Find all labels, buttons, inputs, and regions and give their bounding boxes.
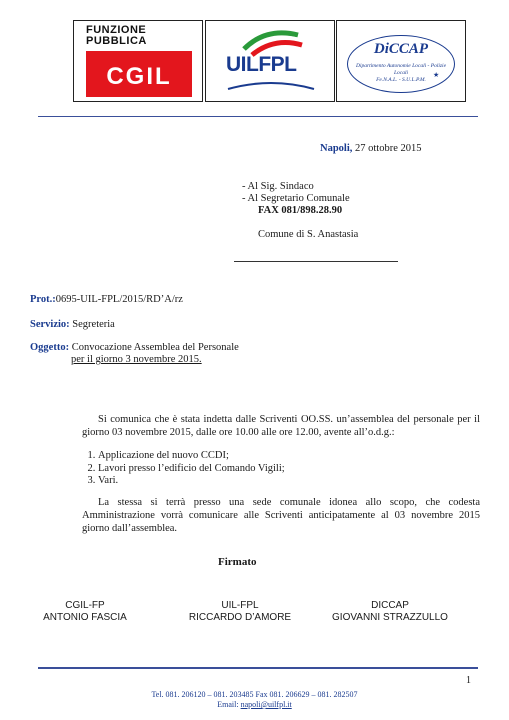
diccap-subtitle-2: Fe.N.A.L. - S.U.L.P.M. xyxy=(376,77,426,83)
protocol-value: 0695-UIL-FPL/2015/RD’A/rz xyxy=(55,294,183,305)
footer-email-label: Email: xyxy=(217,700,241,709)
date-value: 27 ottobre 2015 xyxy=(352,143,422,154)
page-number: 1 xyxy=(466,675,471,686)
recipient-mayor: - Al Sig. Sindaco xyxy=(242,181,314,192)
protocol-line xyxy=(30,293,183,306)
recipient-municipality: Comune di S. Anastasia xyxy=(258,229,359,240)
cgil-top-line1: FUNZIONE xyxy=(86,24,147,36)
footer-divider xyxy=(38,667,478,669)
recipient-fax: FAX 081/898.28.90 xyxy=(258,205,343,216)
signatory-uil xyxy=(175,600,305,624)
signatory-name: RICCARDO D’AMORE xyxy=(188,612,292,623)
body-paragraph-2: La stessa si terrà presso una sede comunale idonea allo scopo, che codesta Amministrazione vorrà comunicare alle Scriventi anticipatamente al 03 novembre 2015 giorno dall’assemblea. xyxy=(82,497,480,534)
diccap-brand-text: DiCCAP xyxy=(373,41,429,57)
protocol-label: Prot.: xyxy=(30,294,56,305)
footer-email-link[interactable]: napoli@uilfpl.it xyxy=(240,700,292,709)
agenda-item: 1. Applicazione del nuovo CCDI; xyxy=(98,450,285,463)
date-place: Napoli, xyxy=(320,143,353,154)
cgil-logo xyxy=(73,20,203,102)
diccap-star-icon: ★ xyxy=(433,71,440,79)
header-divider xyxy=(38,116,478,117)
signed-label: Firmato xyxy=(218,556,257,568)
uilfpl-logo xyxy=(205,20,335,102)
uil-underline-icon xyxy=(226,79,316,93)
signatory-org: UIL-FPL xyxy=(221,600,259,611)
signatory-name: ANTONIO FASCIA xyxy=(43,612,127,623)
agenda-item: 3. Vari. xyxy=(98,475,285,488)
subject-label: Oggetto: xyxy=(30,342,70,353)
signatory-diccap xyxy=(325,600,455,624)
footer-contacts: Tel. 081. 206120 – 081. 203485 Fax 081. 206629 – 081. 282507 xyxy=(151,690,358,699)
agenda-item: 2. Lavori presso l’edificio del Comando Vigili; xyxy=(98,463,285,476)
recipient-divider xyxy=(234,261,398,262)
agenda-list xyxy=(80,450,285,488)
cgil-logo-top xyxy=(86,25,192,47)
body-paragraph-1: Si comunica che è stata indetta dalle Scriventi OO.SS. un’assemblea del personale per il giorno 03 novembre 2015, dalle ore 10.00 alle ore 12.00, avente all’o.d.g.: xyxy=(82,414,480,438)
recipient-secretary: - Al Segretario Comunale xyxy=(242,193,350,204)
signatory-cgil xyxy=(20,600,150,624)
signatory-org: CGIL-FP xyxy=(65,600,105,611)
signatory-name: GIOVANNI STRAZZULLO xyxy=(332,612,448,623)
subject-line-2: per il giorno 3 novembre 2015. xyxy=(71,354,202,365)
service-value: Segreteria xyxy=(69,319,115,330)
uil-brand-text: UILFPL xyxy=(226,53,297,76)
service-label: Servizio: xyxy=(30,319,70,330)
diccap-logo xyxy=(336,20,466,102)
signatory-org: DICCAP xyxy=(371,600,409,611)
service-line xyxy=(30,318,115,331)
letter-date xyxy=(320,142,422,155)
subject-value: Convocazione Assemblea del Personale xyxy=(69,342,239,353)
diccap-subtitle-1: Dipartimento Autonomie Locali - Polizie Locali xyxy=(355,63,447,76)
cgil-brand-text: CGIL xyxy=(106,63,172,90)
cgil-top-line2: PUBBLICA xyxy=(86,35,147,47)
footer-email-line xyxy=(0,700,509,710)
